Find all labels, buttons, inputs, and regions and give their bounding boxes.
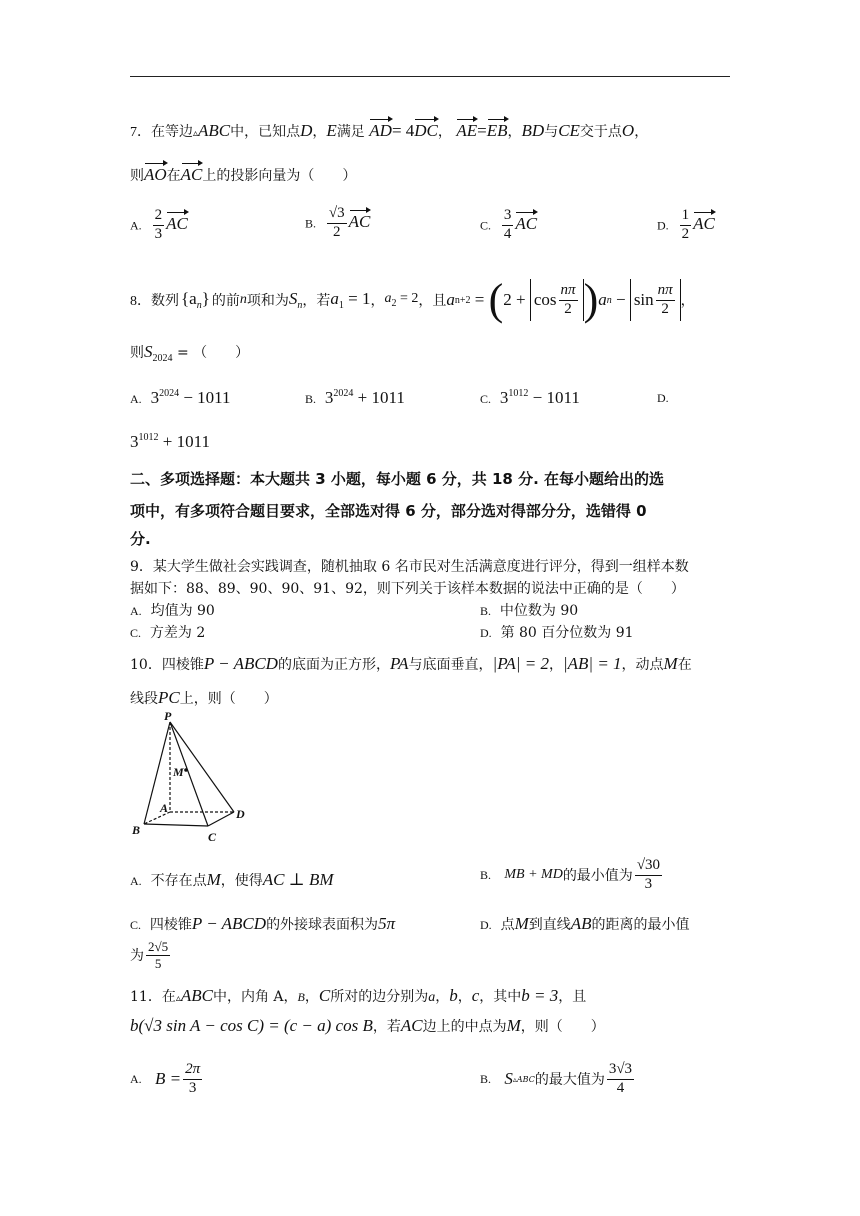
vector-ac: AC	[349, 209, 371, 232]
q8-line2	[130, 342, 249, 364]
q8-text: 则	[130, 345, 144, 361]
vector-ac: AC	[693, 211, 715, 234]
q9-option-c[interactable]: C. 方差为 2	[130, 625, 206, 641]
q7-option-a[interactable]	[130, 208, 188, 243]
label-m: M	[173, 765, 184, 779]
fraction: $\frac{√3}{2}$	[328, 205, 345, 240]
q8-text: ，若	[302, 293, 331, 309]
q10-line2: 线段PC上，则（ ）	[130, 688, 278, 707]
q7-text: ，	[507, 124, 522, 140]
point-m-dot	[184, 768, 188, 772]
q7-point-d: D	[300, 121, 313, 140]
section2-line2: 项中，有多项符合题目要求，全部选对得 6 分，部分选对得部分分，选错得 0	[130, 502, 647, 520]
edge-cd	[208, 812, 234, 826]
q7-text: 上的投影向量为（ ）	[202, 168, 357, 184]
q9-option-b[interactable]: B. 中位数为 90	[480, 603, 579, 619]
q8-text: 数列	[151, 293, 179, 309]
vector-ad: AD	[369, 118, 392, 141]
q7-line1	[130, 118, 648, 141]
q7-text: 在	[166, 168, 181, 184]
q8-text: 项和为	[246, 293, 289, 309]
recurrence: a n+2 = ( 2 + cos $\frac{n\pi}{2}$ ) a n − sin $\frac{n\pi}{2}$	[446, 278, 680, 322]
edge-bc	[144, 824, 208, 826]
q7-text: 在等边	[151, 124, 193, 140]
q7-eq: = 4	[391, 121, 415, 140]
q8-option-b[interactable]: B. $3^{2024} + 1011$	[305, 388, 405, 407]
label-d: D	[236, 807, 245, 821]
q10-option-a[interactable]: A. 不存在点M，使得AC ⊥ BM	[130, 870, 334, 889]
vector-ao: AO	[144, 162, 167, 185]
q8-text: ，	[680, 293, 695, 309]
q7-text: ，	[312, 124, 327, 140]
q11-line1: 11．在▵ABC中，内角 A，B，C所对的边分别为a，b，c，其中b = 3，且	[130, 986, 587, 1005]
q7-text: ，	[437, 124, 452, 140]
q9-option-a[interactable]: A. 均值为 90	[130, 603, 215, 619]
s2024: $S_{2024}$	[144, 342, 173, 364]
section2-line3: 分.	[130, 530, 151, 548]
q7-text: ，	[634, 124, 649, 140]
q7-bd: BD	[521, 121, 545, 140]
option-letter: D.	[657, 218, 669, 233]
option-letter: C.	[480, 218, 492, 233]
fraction: $\frac{2}{3}$	[154, 207, 163, 242]
label-a: A	[160, 801, 169, 815]
q7-option-c[interactable]	[480, 208, 537, 243]
q8-n: n	[239, 292, 247, 307]
q8-option-d-letter[interactable]: D.	[657, 391, 669, 405]
q7-text: 与	[544, 124, 559, 140]
q7-option-b[interactable]	[305, 206, 370, 241]
q10-option-d-cont: 为 $\frac{2√5}{5}$	[130, 939, 169, 971]
q7-number: 7．	[130, 125, 151, 140]
q9-line2: 据如下：88、89、90、90、91、92，则下列关于该样本数据的说法中正确的是（ ）	[130, 581, 685, 597]
q7-eq: =	[477, 121, 487, 140]
q8-text: 的前	[211, 293, 240, 309]
q8-option-a[interactable]: A. $3^{2024} - 1011$	[130, 388, 231, 407]
q10-option-d[interactable]: D. 点M到直线AB的距离的最小值	[480, 914, 690, 933]
q7-line2	[130, 162, 356, 185]
q7-point-o: O	[621, 121, 635, 140]
q11-line2: b(√3 sin A − cos C) = (c − a) cos B，若AC边上的中点为M，则（ ）	[130, 1016, 605, 1035]
q11-option-a[interactable]: A. B = $\frac{2\pi}{3}$	[130, 1061, 201, 1096]
q8-line1	[130, 275, 695, 324]
q8-option-d[interactable]: $3^{1012} + 1011$	[130, 432, 210, 451]
fraction: $\frac{3}{4}$	[503, 207, 512, 242]
q10-line1: 10．四棱锥P − ABCD的底面为正方形，PA与底面垂直，|PA| = 2，|AB| = 1，动点M在	[130, 654, 692, 673]
triangle-icon: ▵	[175, 993, 181, 1004]
q7-text: 满足	[336, 124, 365, 140]
q7-ce: CE	[558, 121, 580, 140]
vector-eb: EB	[487, 118, 508, 141]
q9-line1: 9．某大学生做社会实践调查，随机抽取 6 名市民对生活满意度进行评分，得到一组样本数	[130, 559, 689, 575]
q10-option-b[interactable]: B. MB + MD 的最小值为 $\frac{√30}{3}$	[480, 857, 661, 892]
q10-option-c[interactable]: C. 四棱锥P − ABCD的外接球表面积为5π	[130, 914, 396, 933]
label-c: C	[208, 830, 217, 844]
q8-text: ，且	[418, 293, 447, 309]
vector-ac: AC	[166, 211, 188, 234]
q9-option-d[interactable]: D. 第 80 百分位数为 91	[480, 625, 634, 641]
fraction: $\frac{1}{2}$	[681, 207, 690, 242]
pyramid-figure	[128, 708, 258, 844]
q7-text: 则	[130, 168, 144, 184]
q7-point-e: E	[326, 121, 337, 140]
q8-text: ，	[370, 293, 385, 309]
q8-option-c[interactable]: C. $3^{1012} - 1011$	[480, 388, 580, 407]
header-rule	[130, 76, 730, 77]
q7-text: 中，已知点	[230, 124, 301, 140]
vector-dc: DC	[414, 118, 438, 141]
sum-sn: $S_n$	[288, 289, 303, 311]
vector-ae: AE	[456, 118, 477, 141]
vector-ac: AC	[181, 162, 203, 185]
q7-text: 交于点	[579, 124, 622, 140]
vector-ac: AC	[515, 211, 537, 234]
option-letter: B.	[305, 216, 317, 231]
a2-eq: $a_2 = 2$	[384, 291, 419, 309]
sequence-an: $\{a_n\}$	[181, 289, 210, 311]
q7-abc: ABC	[198, 121, 231, 140]
option-letter: A.	[130, 218, 142, 233]
label-p: P	[164, 709, 172, 723]
a1-eq: $a_1 = 1$	[330, 289, 371, 311]
q8-text: = （ ）	[172, 345, 250, 361]
q8-number: 8．	[130, 294, 151, 309]
q7-option-d[interactable]	[657, 208, 715, 243]
section2-line1: 二、多项选择题：本大题共 3 小题，每小题 6 分，共 18 分. 在每小题给出的选	[130, 470, 665, 488]
triangle-icon: ▵	[193, 128, 199, 139]
q11-option-b[interactable]: B. S ▵ABC 的最大值为 $\frac{3√3}{4}$	[480, 1061, 633, 1096]
label-b: B	[132, 823, 141, 837]
